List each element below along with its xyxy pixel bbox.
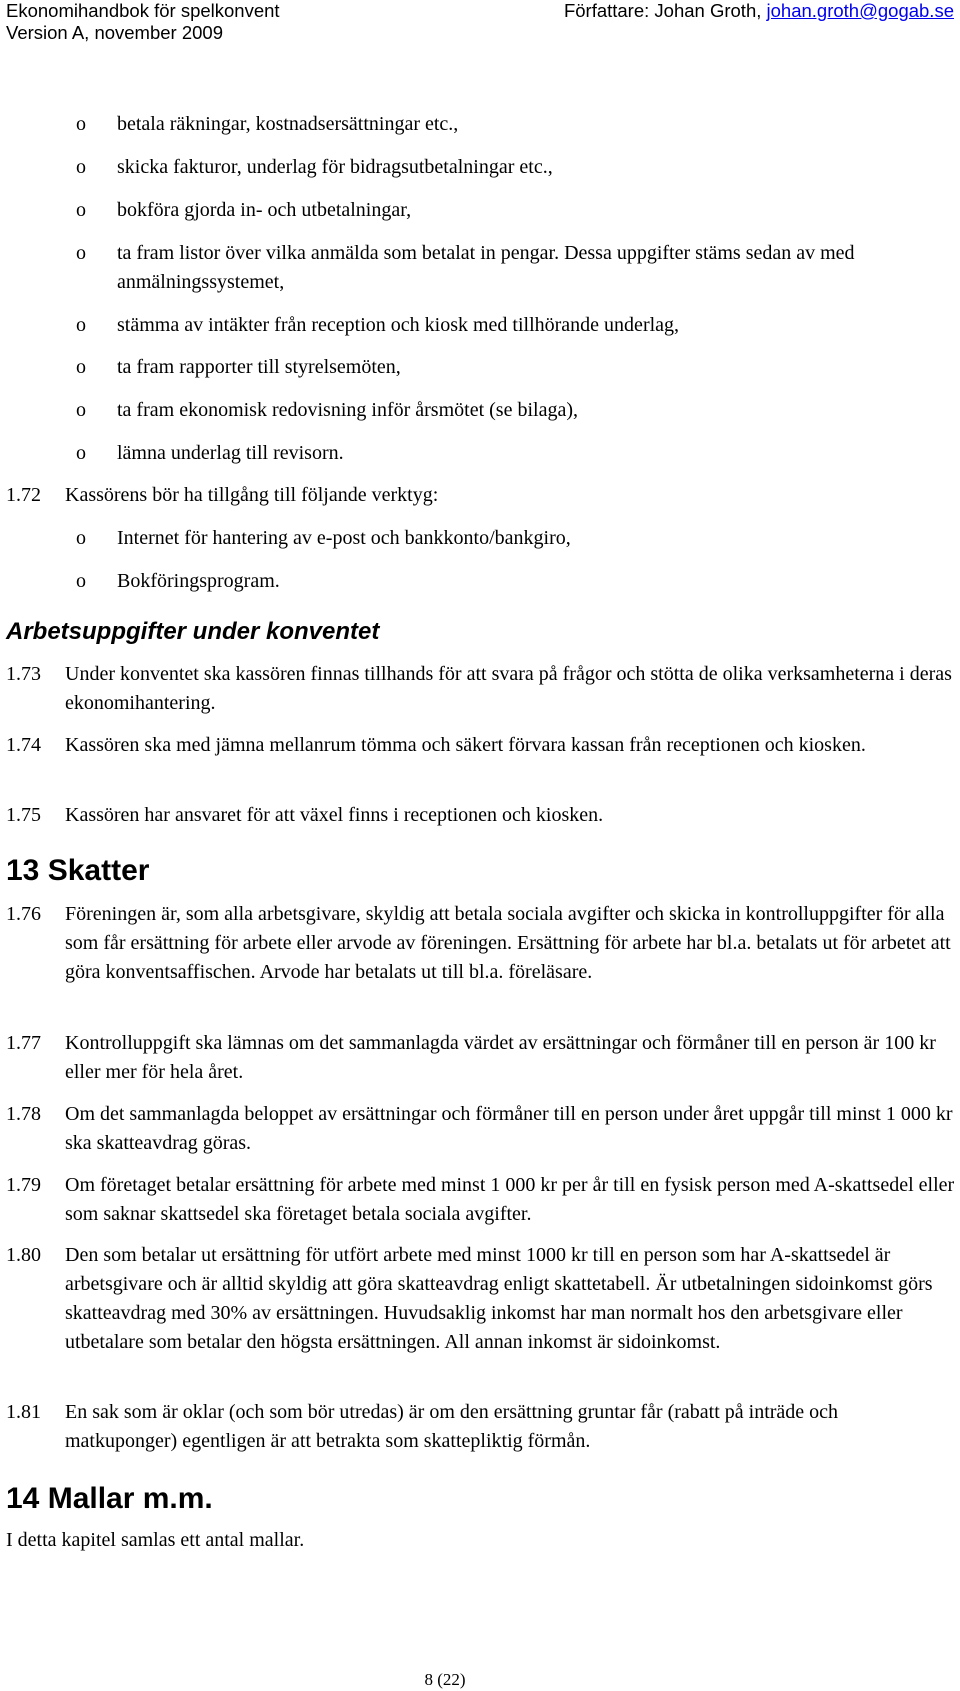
list-item-text: betala räkningar, kostnadsersättningar etc., [117,113,459,135]
list-item-text: ta fram rapporter till styrelsemöten, [117,356,401,378]
paragraph-text: Kontrolluppgift ska lämnas om det sammanlagda värdet av ersättningar och förmåner till en person är 100 kr eller mer för hela året. [65,1032,936,1083]
paragraph-number: 1.80 [6,1244,41,1266]
list-item-text: ta fram listor över vilka anmälda som betalat in pengar. Dessa uppgifter stäms sedan av med anmälningssystemet, [117,242,855,293]
page-number: 8 (22) [424,1670,466,1689]
paragraph-number: 1.72 [6,484,41,506]
list-item-text: stämma av intäkter från reception och kiosk med tillhörande underlag, [117,314,680,336]
paragraph-text: Kassören ska med jämna mellanrum tömma och säkert förvara kassan från receptionen och kiosken. [65,734,866,756]
list-item-text: Internet för hantering av e-post och bankkonto/bankgiro, [117,527,571,549]
paragraph-number: 1.74 [6,734,41,756]
paragraph-text: Den som betalar ut ersättning för utfört arbete med minst 1000 kr till en person som har A-skattsedel är arbetsgivare och är alltid skyldig att göra skatteavdrag enligt skattetabell. Är utbetalningen sidoinkomst görs skatteavdrag med 30% av ersättningen. Huvudsaklig inkomst har man normalt hos den arbetsgivare eller utbetalare som betalar den högsta ersättningen. All annan inkomst är sidoinkomst. [65,1244,933,1353]
bullet-marker: o [76,527,86,549]
document-title: Ekonomihandbok för spelkonvent [6,0,280,21]
paragraph-text: Om företaget betalar ersättning för arbete med minst 1 000 kr per år till en fysisk person med A-skattsedel eller som saknar skattsedel ska företaget betala sociala avgifter. [65,1174,955,1225]
list-item-text: skicka fakturor, underlag för bidragsutbetalningar etc., [117,156,553,178]
bullet-marker: o [76,356,86,378]
header-right [564,0,954,22]
paragraph-number: 1.78 [6,1103,41,1125]
paragraph-number: 1.81 [6,1401,41,1423]
paragraph-number: 1.77 [6,1032,41,1054]
bullet-marker: o [76,199,86,221]
bullet-marker: o [76,314,86,336]
list-item-text: Bokföringsprogram. [117,570,280,592]
paragraph-number: 1.79 [6,1174,41,1196]
list-item-text: lämna underlag till revisorn. [117,442,344,464]
paragraph-text: Föreningen är, som alla arbetsgivare, skyldig att betala sociala avgifter och skicka in kontrolluppgifter för alla som får ersättning för arbete eller arvode av föreningen. Ersättning för arbete har bl.a. betalats ut för arbetet att göra konventsaffischen. Arvode har betalats ut till bl.a. föreläsare. [65,903,951,983]
paragraph-text: En sak som är oklar (och som bör utredas) är om den ersättning gruntar får (rabatt på inträde och matkuponger) egentligen är att betrakta som skattepliktig förmån. [65,1401,839,1452]
list-item-text: bokföra gjorda in- och utbetalningar, [117,199,412,221]
author-email-link[interactable]: johan.groth@gogab.se [766,0,954,21]
paragraph-text: Under konventet ska kassören finnas tillhands för att svara på frågor och stötta de olika verksamheterna i deras ekonomihantering. [65,663,952,714]
body-text: I detta kapitel samlas ett antal mallar. [6,1529,305,1551]
paragraph-text: Kassören har ansvaret för att växel finns i receptionen och kiosken. [65,804,604,826]
bullet-marker: o [76,242,86,264]
bullet-marker: o [76,399,86,421]
paragraph-number: 1.76 [6,903,41,925]
document-version: Version A, november 2009 [6,22,224,43]
paragraph-number: 1.73 [6,663,41,685]
list-item-text: ta fram ekonomisk redovisning inför årsmötet (se bilaga), [117,399,578,421]
header-left [6,0,280,44]
bullet-marker: o [76,570,86,592]
page-header [6,0,960,45]
paragraph-number: 1.75 [6,804,41,826]
paragraph-text: Kassörens bör ha tillgång till följande verktyg: [65,484,439,506]
bullet-marker: o [76,156,86,178]
paragraph-text: Om det sammanlagda beloppet av ersättningar och förmåner till en person under året uppgår till minst 1 000 kr ska skatteavdrag göras. [65,1103,953,1154]
chapter-heading: 13 Skatter [6,854,150,887]
bullet-marker: o [76,442,86,464]
bullet-marker: o [76,113,86,135]
section-heading: Arbetsuppgifter under konventet [6,618,380,645]
chapter-heading: 14 Mallar m.m. [6,1482,213,1515]
author-label: Författare: Johan Groth, [563,0,767,21]
